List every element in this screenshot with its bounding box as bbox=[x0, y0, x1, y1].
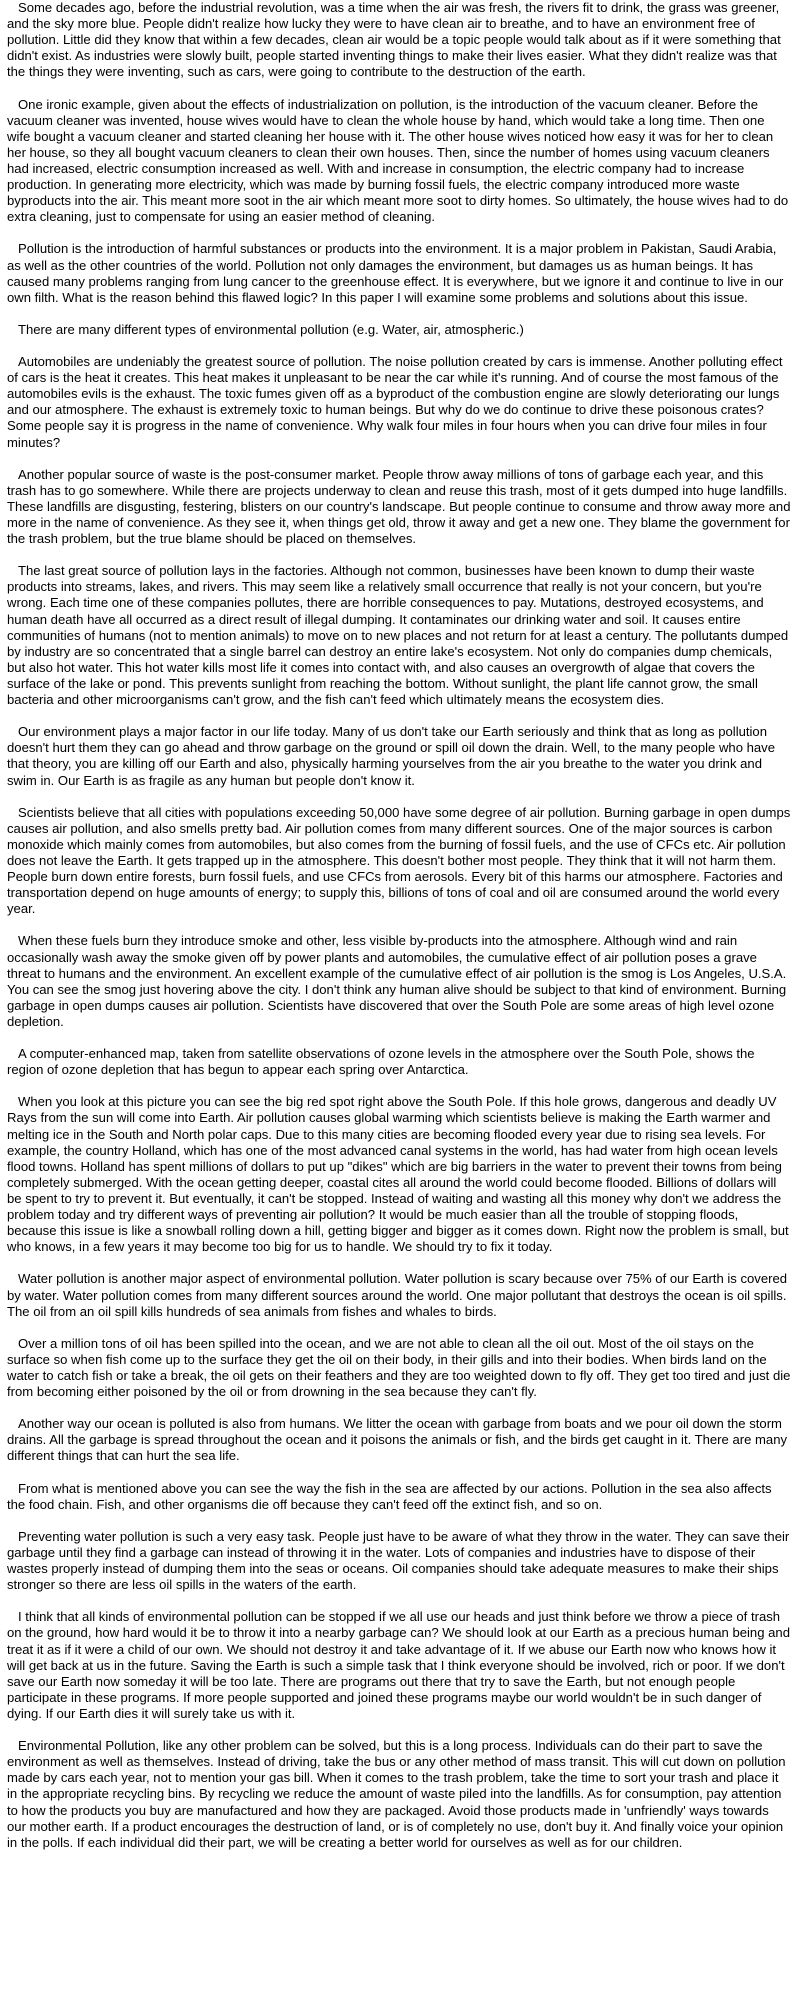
paragraph-factories: The last great source of pollution lays in the factories. Although not common, businesses have been known to dump their waste products into streams, lakes, and rivers. This may seem like a relatively small occurrence that really is not your concern, but you're wrong. Each time one of these companies pollutes, there are horrible consequences to pay. Mutations, destroyed ecosystems, and human death have all occurred as a direct result of illegal dumping. It contaminates our drinking water and soil. It causes entire communities of humans (not to mention animals) to move on to new places and not return for at least a century. The pollutants dumped by industry are so concentrated that a single barrel can destroy an entire lake's ecosystem. Not only do companies dump chemicals, but also hot water. This hot water kills most life it comes into contact with, and also causes an overgrowth of algae that covers the surface of the lake or pond. This prevents sunlight from reaching the bottom. Without sunlight, the plant life cannot grow, the small bacteria and other microorganisms can't grow, and the fish can't feed which ultimately means the ecosystem dies. bbox=[7, 563, 789, 708]
paragraph-stopping-pollution: I think that all kinds of environmental pollution can be stopped if we all use our heads and just think before we throw a piece of trash on the ground, how hard would it be to throw it into a nearby garbage can? We should look at our Earth as a precious human being and treat it as if it were a child of our own. We should not destroy it and take advantage of it. If we abuse our Earth now who knows how it will get back at us in the future. Saving the Earth is such a simple task that I think everyone should be involved, rich or poor. If we don't save our Earth now someday it will be too late. There are programs out there that try to save the Earth, but not enough people participate in these programs. If more people supported and joined these programs maybe our world wouldn't be in such danger of dying. If our Earth dies it will surely take us with it. bbox=[7, 1609, 790, 1721]
paragraph-food-chain: From what is mentioned above you can see the way the fish in the sea are affected by our actions. Pollution in the sea also affects the food chain. Fish, and other organisms die off because they can't feed off the extinct fish, and so on. bbox=[7, 1480, 772, 1512]
paragraph-intro-industrial-revolution: Some decades ago, before the industrial revolution, was a time when the air was fresh, the rivers fit to drink, the grass was greener, and the sky more blue. People didn't realize how lucky they were to have clean air to breathe, and to have an environment free of pollution. Little did they know that within a few decades, clean air would be a topic people would talk about as if it were something that didn't exist. As industries were slowly built, people started inventing things to make their lives easier. What they didn't realize was that the things they were inventing, such as cars, were going to contribute to the destruction of the earth. bbox=[7, 0, 781, 80]
paragraph-ozone-map: A computer-enhanced map, taken from satellite observations of ozone levels in the atmosphere over the South Pole, shows the region of ozone depletion that has begun to appear each spring over Antarctica. bbox=[7, 1046, 755, 1078]
essay-document bbox=[7, 0, 791, 1867]
paragraph-automobiles: Automobiles are undeniably the greatest source of pollution. The noise pollution created by cars is immense. Another polluting effect of cars is the heat it creates. This heat makes it unpleasant to be near the car while it's running. And of course the most famous of the automobiles evils is the exhaust. The toxic fumes given off as a byproduct of the combustion engine are slowly deteriorating our lungs and our atmosphere. The exhaust is extremely toxic to human beings. But why do we do continue to drive these poisonous crates? Some people say it is progress in the name of convenience. Why walk four miles in four hours when you can drive four miles in four minutes? bbox=[7, 354, 783, 450]
paragraph-air-pollution-sources: Scientists believe that all cities with populations exceeding 50,000 have some degree of air pollution. Burning garbage in open dumps causes air pollution, and also smells pretty bad. Air pollution comes from many different sources. One of the major sources is carbon monoxide which mainly comes from automobiles, but also comes from the burning of fossil fuels, and the use of CFCs etc. Air pollution does not leave the Earth. It gets trapped up in the atmosphere. This doesn't bother most people. They think that it will not harm them. People burn down entire forests, burn fossil fuels, and use CFCs from aerosols. Every bit of this harms our atmosphere. Factories and transportation depend on huge amounts of energy; to supply this, billions of tons of coal and oil are consumed around the world every year. bbox=[7, 804, 791, 917]
paragraph-pollution-definition: Pollution is the introduction of harmful substances or products into the environment. It is a major problem in Pakistan, Saudi Arabia, as well as the other countries of the world. Pollution not only damages the environment, but damages us as human beings. It has caused many problems ranging from lung cancer to the greenhouse effect. It is everywhere, but we ignore it and continue to live in our own filth. What is the reason behind this flawed logic? In this paper I will examine some problems and solutions about this issue. bbox=[7, 241, 784, 305]
paragraph-environment-factor: Our environment plays a major factor in our life today. Many of us don't take our Earth seriously and think that as long as pollution doesn't hurt them they can go ahead and throw garbage on the ground or spill oil down the drain. Well, to the many people who have that theory, you are killing off our Earth and also, physically harming yourselves from the air you breathe to the water you drink and swim in. Our Earth is as fragile as any human but people don't know it. bbox=[7, 724, 776, 788]
paragraph-pollution-types: There are many different types of environmental pollution (e.g. Water, air, atmospheric.) bbox=[18, 321, 524, 337]
paragraph-conclusion: Environmental Pollution, like any other problem can be solved, but this is a long process. Individuals can do their part to save the environment as well as themselves. Instead of driving, take the bus or any other method of mass transit. This will cut down on pollution made by cars each year, not to mention your gas bill. When it comes to the trash problem, take the time to sort your trash and place it in the appropriate recycling bins. By recycling we reduce the amount of waste piled into the landfills. As for consumption, pay attention to how the products you buy are manufactured and how they are packaged. Avoid those products made in 'unfriendly' ways towards our mother earth. If a product encourages the destruction of land, or is of completely no use, don't buy it. And finally voice your opinion in the polls. If each individual did their part, we will be creating a better world for ourselves as well as for our children. bbox=[7, 1738, 786, 1850]
paragraph-vacuum-cleaner-example: One ironic example, given about the effects of industrialization on pollution, is the introduction of the vacuum cleaner. Before the vacuum cleaner was invented, house wives would have to clean the whole house by hand, which would take a long time. Then one wife bought a vacuum cleaner and started cleaning her house with it. The other house wives noticed how easy it was for her to clean her house, so they all bought vacuum cleaners to clean their own houses. Then, since the number of homes using vacuum cleaners had increased, electric consumption increased as well. With and increase in consumption, the electric company had to increase production. In generating more electricity, which was made by burning fossil fuels, the electric company introduced more waste byproducts into the air. This meant more soot in the air which meant more soot to dirty homes. So ultimately, the house wives had to do extra cleaning, just to compensate for using an easier method of cleaning. bbox=[7, 96, 789, 225]
paragraph-ocean-litter: Another way our ocean is polluted is also from humans. We litter the ocean with garbage from boats and we pour oil down the storm drains. All the garbage is spread throughout the ocean and it poisons the animals or fish, and the birds get caught in it. There are many different things that can hurt the sea life. bbox=[7, 1416, 788, 1464]
paragraph-oil-spills: Over a million tons of oil has been spilled into the ocean, and we are not able to clean all the oil out. Most of the oil stays on the surface so when fish come up to the surface they get the oil on their body, in their gills and into their bodies. When birds land on the water to catch fish or take a break, the oil gets on their feathers and they are too weighted down to fly off. They get too tired and just die from becoming either poisoned by the oil or from drowning in the sea because they can't fly. bbox=[7, 1335, 791, 1400]
paragraph-preventing-water-pollution: Preventing water pollution is such a very easy task. People just have to be aware of what they throw in the water. They can save their garbage until they find a garbage can instead of throwing it in the water. Lots of companies and industries have to dispose of their wastes properly instead of dumping them into the seas or oceans. Oil companies should take adequate measures to make their ships stronger so there are less oil spills in the waters of the earth. bbox=[7, 1528, 790, 1593]
paragraph-water-pollution: Water pollution is another major aspect of environmental pollution. Water pollution is scary because over 75% of our Earth is covered by water. Water pollution comes from many different sources around the world. One major pollutant that destroys the ocean is oil spills. The oil from an oil spill kills hundreds of sea animals from fishes and whales to birds. bbox=[7, 1271, 788, 1319]
paragraph-fuel-burning-smog: When these fuels burn they introduce smoke and other, less visible by-products into the atmosphere. Although wind and rain occasionally wash away the smoke given off by power plants and automobiles, the cumulative effect of air pollution poses a grave threat to humans and the environment. An excellent example of the cumulative effect of air pollution is the smog is Los Angeles, U.S.A. You can see the smog just hovering above the city. I don't think any human alive should be subject to that kind of environment. Burning garbage in open dumps causes air pollution. Scientists have discovered that over the South Pole are some areas of high level ozone depletion. bbox=[7, 933, 787, 1029]
paragraph-global-warming-flooding: When you look at this picture you can see the big red spot right above the South Pole. If this hole grows, dangerous and deadly UV Rays from the sun will come into Earth. Air pollution causes global warming which scientists believe is making the Earth warmer and melting ice in the South and North polar caps. Due to this many cities are becoming flooded every year due to rising sea levels. For example, the country Holland, which has one of the most advanced canal systems in the world, has had water from high ocean levels flood towns. Holland has spent millions of dollars to put up "dikes" which are big barriers in the water to prevent their towns from being completely submerged. With the ocean getting deeper, coastal cites all around the world could become flooded. Billions of dollars will be spent to try to prevent it. But eventually, it can't be stopped. Instead of waiting and wasting all this money why don't we address the problem today and try different ways of preventing air pollution? It would be much easier than all the trouble of stopping floods, because this issue is like a snowball rolling down a hill, getting bigger and bigger as it comes down. Right now the problem is small, but who knows, in a few years it may become too big for us to handle. We should try to fix it today. bbox=[7, 1094, 789, 1255]
paragraph-post-consumer-waste: Another popular source of waste is the post-consumer market. People throw away millions of tons of garbage each year, and this trash has to go somewhere. While there are projects underway to clean and reuse this trash, most of it gets dumped into huge landfills. These landfills are disgusting, festering, blisters on our country's landscape. But people continue to consume and throw away more and more in the name of convenience. As they see it, when things get old, throw it away and get a new one. They blame the government for the trash problem, but the true blame should be placed on themselves. bbox=[7, 466, 791, 547]
